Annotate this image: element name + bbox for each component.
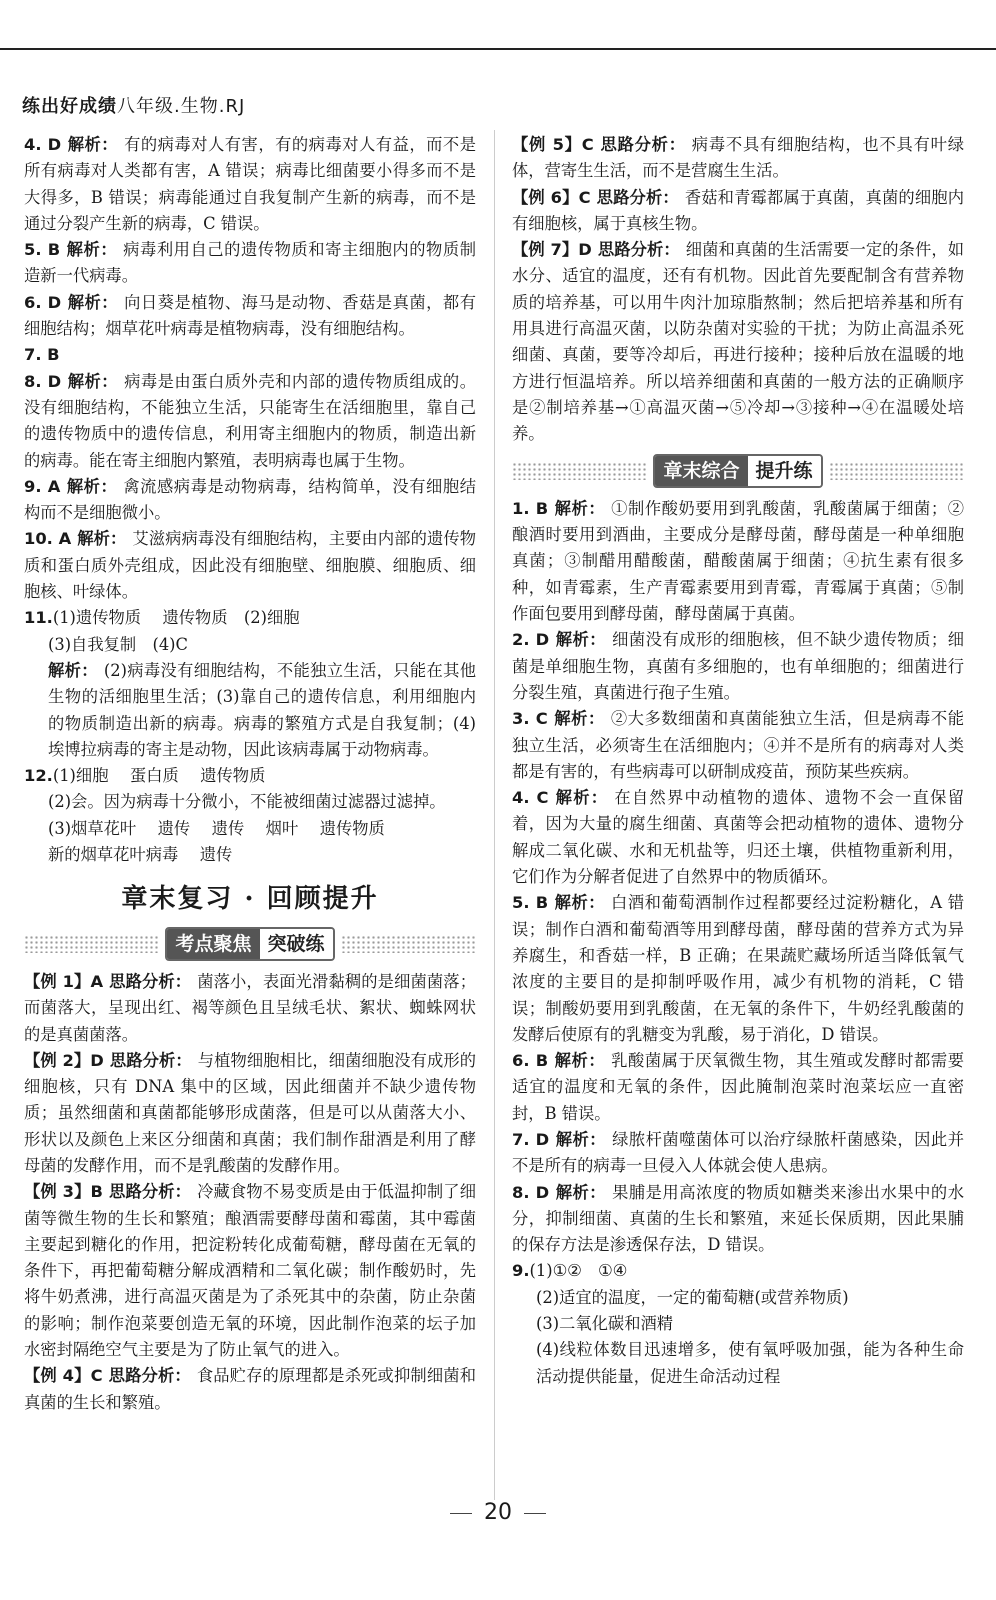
example-2: 【例 3】B 思路分析： 冷藏食物不易变质是由于低温抑制了细菌等微生物的生长和繁殖；酿酒需要酵母菌和霉菌，其中霉菌主要起到糖化的作用，把淀粉转化成葡萄糖，酵母菌在无氧的条件下，再把葡萄糖分解成酒精和二氧化碳；制作酸奶时，先将牛奶煮沸，进行高温灭菌是为了杀死其中的杂菌，防止杂菌的影响；制作泡菜要创造无氧的环境，因此制作泡菜的坛子加水密封隔绝空气主要是为了防止氧气的进入。 (24, 1182, 476, 1360)
review-answer-4: 5. B 解析： 白酒和葡萄酒制作过程都要经过淀粉糖化，A 错误；制作白酒和葡萄酒等用到酵母菌，酵母菌的营养方式为异养腐生，和香菇一样，B 正确；在果蔬贮藏场所适当降低氧气浓度的主要目的是抑制呼吸作用，减少有机物的消耗，C 错误；制酸奶要用到乳酸菌，在无氧的条件下，牛奶经乳酸菌的发酵后使原有的乳糖变为乳酸，易于消化，D 错误。 (512, 893, 964, 1044)
right-column (512, 132, 964, 1390)
answer-9: 9.(1)①② ①④ (512, 1261, 628, 1281)
answer-9-line2: (2)适宜的温度，一定的葡萄糖(或营养物质) (536, 1287, 849, 1307)
answer-6: 10. A 解析： 艾滋病病毒没有细胞结构，主要由内部的遗传物质和蛋白质外壳组成，因此没有细胞壁、细胞膜、细胞质、细胞核、叶绿体。 (24, 529, 476, 602)
answer-9-line4: (4)线粒体数目迅速增多，使有氧呼吸加强，能为各种生命活动提供能量，促进生命活动过程 (536, 1340, 964, 1386)
series-name: 练出好成绩 (22, 96, 117, 117)
section-title: 章末复习 · 回顾提升 (121, 884, 379, 915)
answer-4: 8. D 解析： 病毒是由蛋白质外壳和内部的遗传物质组成的。没有细胞结构，不能独立生活，只能寄生在活细胞里，靠自己的遗传物质中的遗传信息，利用寄主细胞内的物质，制造出新的病毒。能在寄主细胞内繁殖，表明病毒也属于生物。 (24, 371, 476, 470)
review-answer-1: 2. D 解析： 细菌没有成形的细胞核，但不缺少遗传物质；细菌是单细胞生物，真菌有多细胞的，也有单细胞的；细菌进行分裂生殖，真菌进行孢子生殖。 (512, 630, 964, 702)
answer-12: 12.(1)细胞 蛋白质 遗传物质 (24, 766, 266, 786)
page-header (22, 92, 245, 118)
answer-11: 11.(1)遗传物质 遗传物质 (2)细胞 (24, 608, 300, 628)
review-answer-2: 3. C 解析： ②大多数细菌和真菌能独立生活，但是病毒不能独立生活，必须寄生在活细胞内；④并不是所有的病毒对人类都是有害的，有些病毒可以研制成疫苗，预防某些疾病。 (512, 709, 964, 781)
answer-5: 9. A 解析： 禽流感病毒是动物病毒，结构简单，没有细胞结构而不是细胞微小。 (24, 476, 476, 523)
review-answer-5: 6. B 解析： 乳酸菌属于厌氧微生物，其生殖或发酵时都需要适宜的温度和无氧的条件，因此腌制泡菜时泡菜坛应一直密封，B 错误。 (512, 1051, 964, 1123)
example-0: 【例 5】C 思路分析： 病毒不具有细胞结构，也不具有叶绿体，营寄生生活，而不是营腐生生活。 (512, 135, 964, 181)
answer-12-line2: (2)会。因为病毒十分微小，不能被细菌过滤器过滤掉。 (48, 792, 446, 812)
answer-11-analysis: 解析： (2)病毒没有细胞结构，不能独立生活，只能在其他生物的活细胞里生活；(3)靠自己的遗传信息，利用细胞内的物质制造出新的病毒。病毒的繁殖方式是自我复制；(4)埃博拉病毒的寄主是动物，因此该病毒属于动物病毒。 (48, 660, 476, 759)
top-rule (0, 48, 996, 50)
grade-subject: 八年级.生物.RJ (117, 96, 246, 117)
review-answer-6: 7. D 解析： 绿脓杆菌噬菌体可以治疗绿脓杆菌感染，因此并不是所有的病毒一旦侵入人体就会使人患病。 (512, 1129, 964, 1176)
banner-comprehensive: 章末综合 提升练 (512, 454, 964, 488)
example-2: 【例 7】D 思路分析： 细菌和真菌的生活需要一定的条件，如水分、适宜的温度，还有有机物。因此首先要配制含有营养物质的培养基，可以用牛肉汁加琼脂熬制；然后把培养基和所有用具进行高温灭菌，以防杂菌对实验的干扰；为防止高温杀死细菌、真菌，要等冷却后，再进行接种；接种后放在温暖的地方进行恒温培养。所以培养细菌和真菌的一般方法的正确顺序是②制培养基→①高温灭菌→⑤冷却→③接种→④在温暖处培养。 (512, 240, 964, 444)
example-1: 【例 2】D 思路分析： 与植物细胞相比，细菌细胞没有成形的细胞核，只有 DNA 集中的区域，因此细菌并不缺少遗传物质；虽然细菌和真菌都能够形成菌落，但是可以从菌落大小、形状以及颜色上来区分细菌和真菌；我们制作甜酒是利用了酵母菌的发酵作用，而不是乳酸菌的发酵作用。 (24, 1050, 476, 1175)
review-answer-0: 1. B 解析： ①制作酸奶要用到乳酸菌，乳酸菌属于细菌；②酿酒时要用到酒曲，主要成分是酵母菌，酵母菌是一种单细胞真菌；③制醋用醋酸菌，醋酸菌属于细菌；④抗生素有很多种，如青霉素，生产青霉素要用到青霉，青霉属于真菌；⑤制作面包要用到酵母菌，酵母菌属于真菌。 (512, 498, 964, 624)
answer-11-line2: (3)自我复制 (4)C (48, 634, 188, 654)
page-number: 20 (0, 1500, 996, 1525)
example-3: 【例 4】C 思路分析： 食品贮存的原理都是杀死或抑制细菌和真菌的生长和繁殖。 (24, 1366, 476, 1412)
answer-12-line3: (3)烟草花叶 遗传 遗传 烟叶 遗传物质 (48, 818, 385, 838)
answer-2: 6. D 解析： 向日葵是植物、海马是动物、香菇是真菌，都有细胞结构；烟草花叶病毒是植物病毒，没有细胞结构。 (24, 292, 476, 339)
banner-focus: 考点聚焦 突破练 (24, 927, 476, 961)
answer-0: 4. D 解析： 有的病毒对人有害，有的病毒对人有益，而不是所有病毒对人类都有害，A 错误；病毒比细菌要小得多而不是大得多，B 错误；病毒能通过自我复制产生新的病毒，而不是通过分裂产生新的病毒，C 错误。 (24, 135, 476, 233)
answer-12-line4: 新的烟草花叶病毒 遗传 (48, 845, 233, 865)
answer-1: 5. B 解析： 病毒利用自己的遗传物质和寄主细胞内的物质制造新一代病毒。 (24, 240, 476, 286)
review-answer-3: 4. C 解析： 在自然界中动植物的遗体、遗物不会一直保留着，因为大量的腐生细菌、真菌等会把动植物的遗体、遗物分解成二氧化碳、水和无机盐等，归还土壤，供植物重新利用，它们作为分解者促进了自然界中的物质循环。 (512, 788, 964, 887)
example-1: 【例 6】C 思路分析： 香菇和青霉都属于真菌，真菌的细胞内有细胞核，属于真核生物。 (512, 187, 964, 233)
left-column (24, 132, 476, 1416)
example-0: 【例 1】A 思路分析： 菌落小，表面光滑黏稠的是细菌菌落；而菌落大，呈现出红、褐等颜色且呈绒毛状、絮状、蜘蛛网状的是真菌菌落。 (24, 971, 476, 1044)
review-answer-7: 8. D 解析： 果脯是用高浓度的物质如糖类来渗出水果中的水分，抑制细菌、真菌的生长和繁殖，来延长保质期，因此果脯的保存方法是渗透保存法，D 错误。 (512, 1182, 964, 1255)
column-divider (494, 130, 495, 1500)
answer-9-line3: (3)二氧化碳和酒精 (536, 1314, 674, 1334)
answer-3: 7. B (24, 345, 60, 365)
